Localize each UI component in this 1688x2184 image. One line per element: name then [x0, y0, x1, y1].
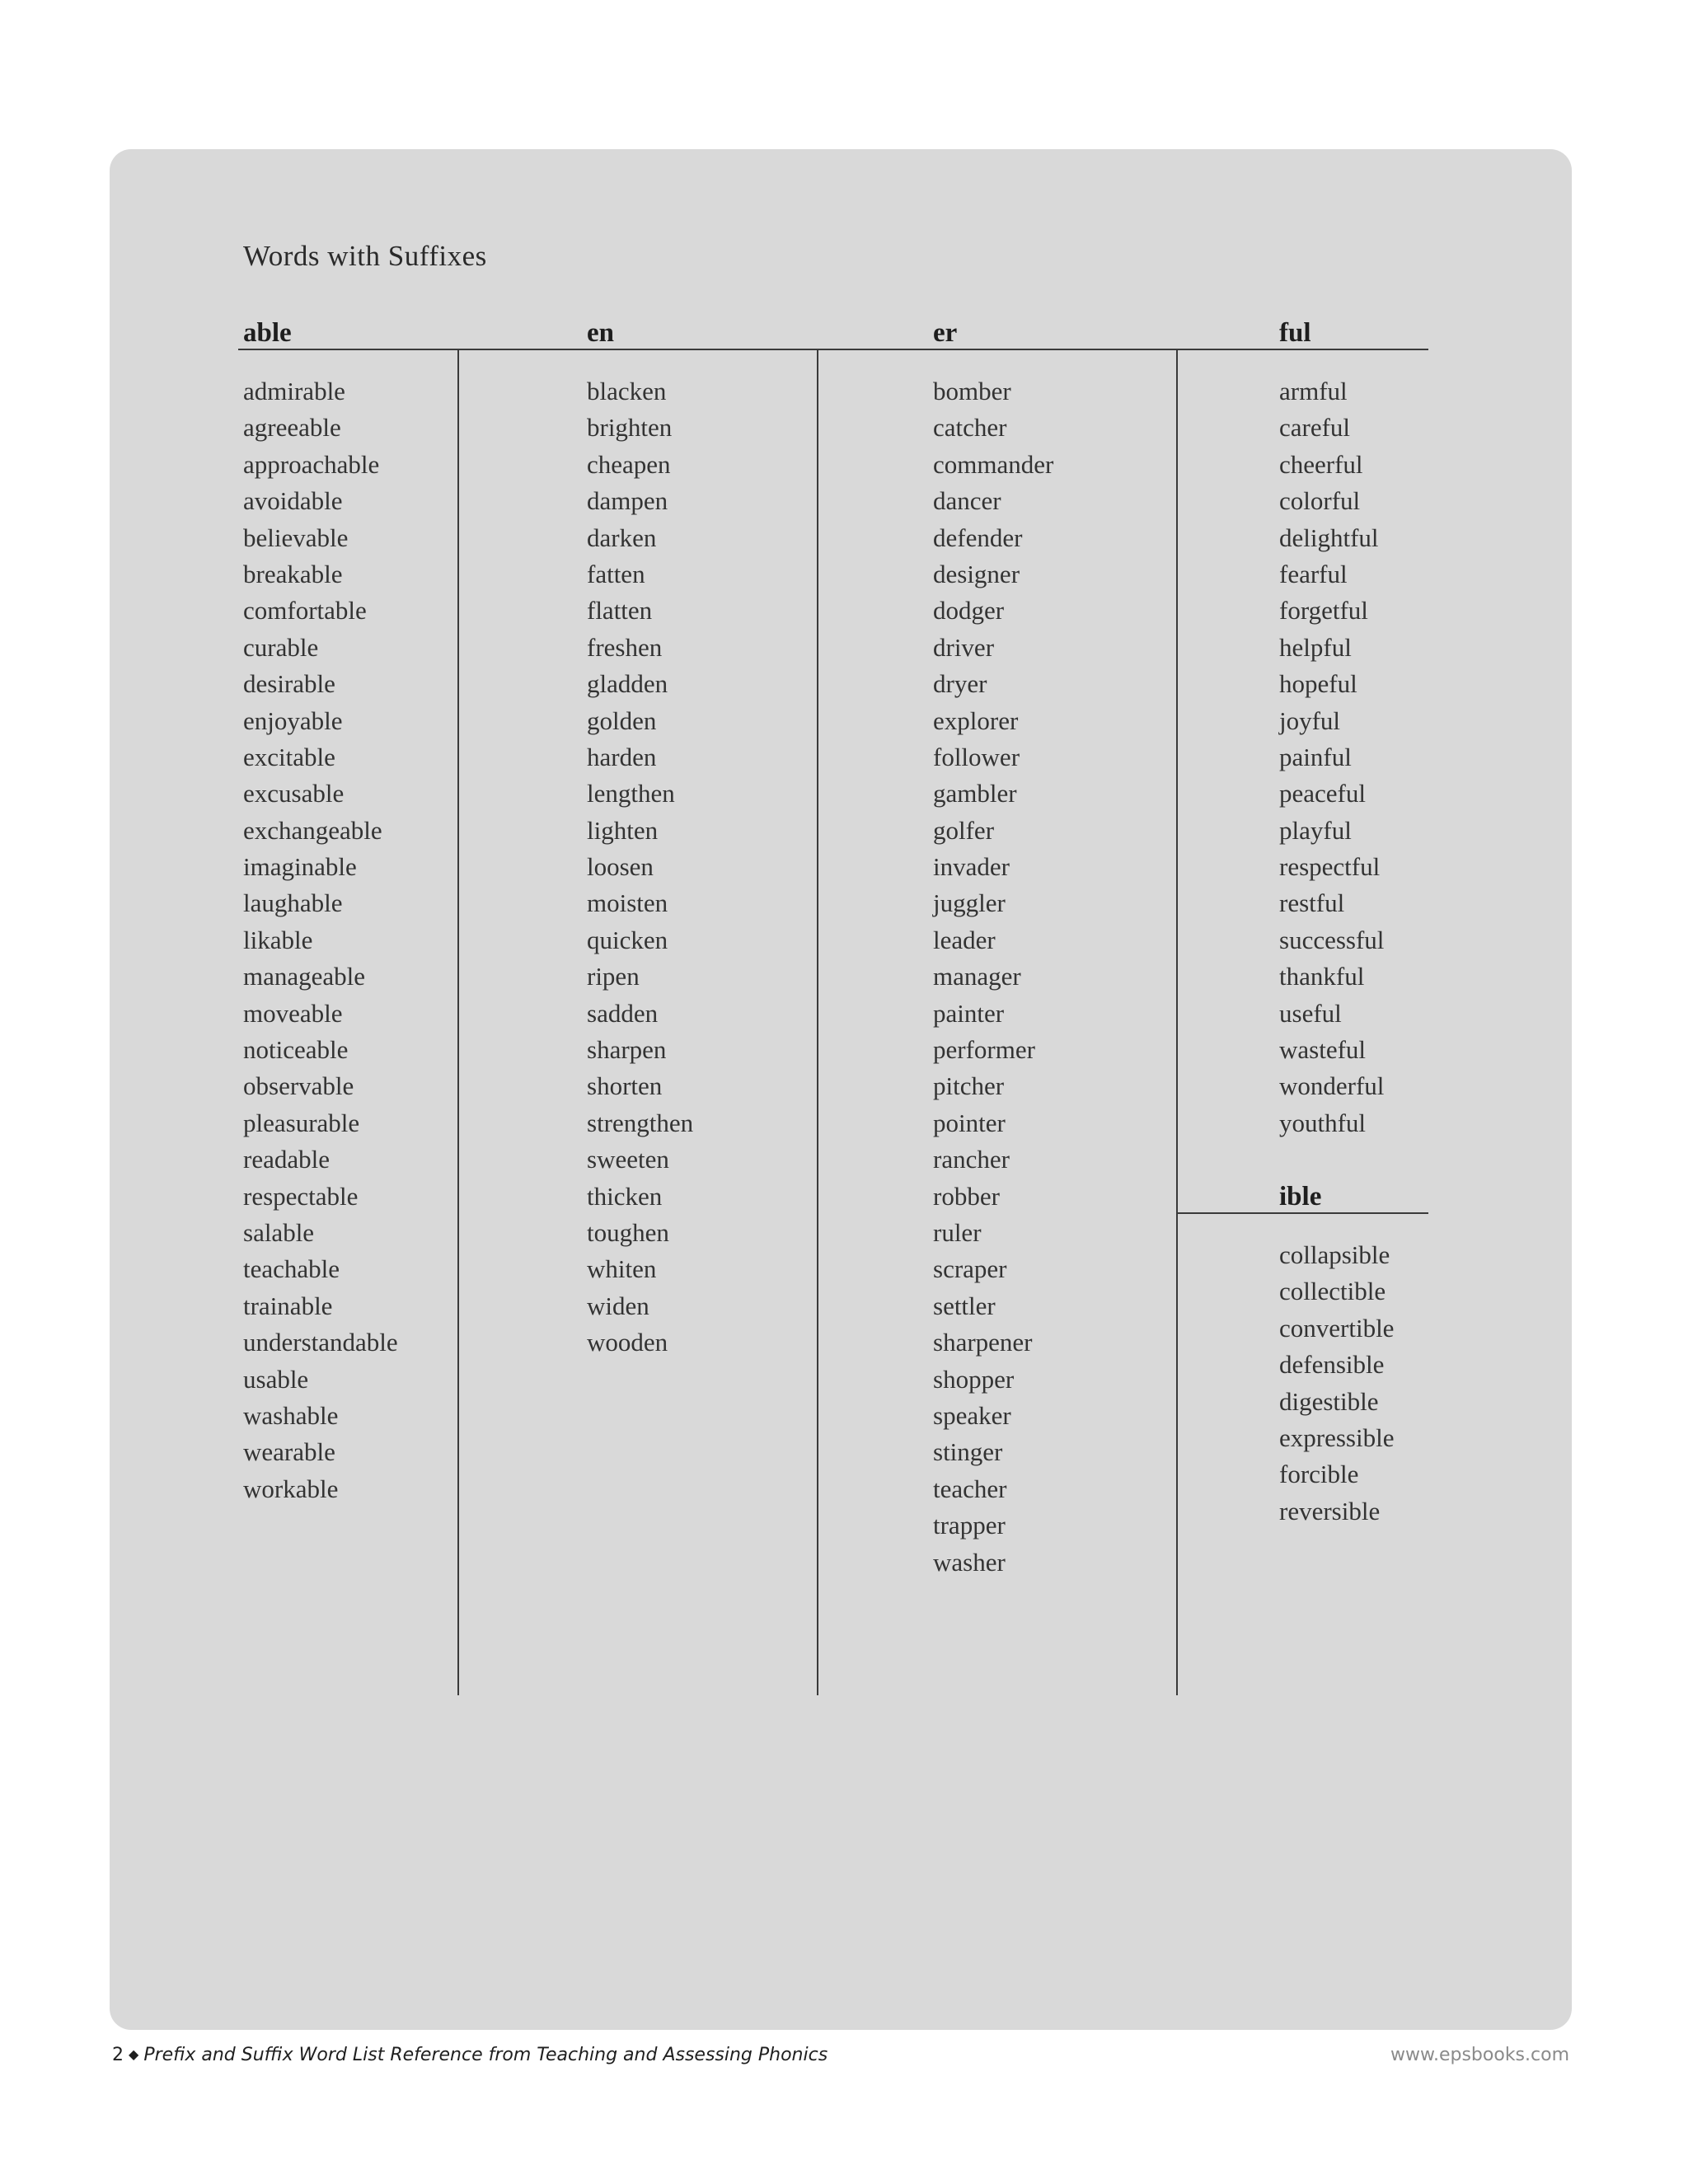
word-item: careful — [1279, 413, 1351, 443]
word-item: collapsible — [1279, 1240, 1390, 1269]
group-header-ful — [1176, 311, 1428, 350]
word-item: blacken — [587, 377, 667, 405]
word-item: forcible — [1279, 1460, 1359, 1489]
word-item: cheapen — [587, 449, 671, 479]
word-item: pitcher — [933, 1071, 1005, 1101]
group-en — [457, 311, 817, 1357]
word-item: harden — [587, 742, 657, 771]
word-list-able — [243, 373, 398, 1507]
group-er — [817, 311, 1176, 1577]
group-label-able: able — [243, 318, 292, 348]
word-item: bomber — [933, 377, 1011, 405]
group-ible — [1176, 1174, 1428, 1526]
word-item: defender — [933, 523, 1023, 552]
column-divider-2 — [817, 349, 818, 1695]
word-item: teacher — [933, 1474, 1007, 1503]
group-label-er: er — [933, 318, 958, 348]
word-item: strengthen — [587, 1108, 694, 1137]
word-item: pleasurable — [243, 1108, 360, 1137]
column-divider-1 — [457, 349, 459, 1695]
word-item: juggler — [933, 888, 1006, 918]
word-item: stinger — [933, 1437, 1003, 1467]
group-header-ible — [1176, 1174, 1428, 1214]
word-item: painful — [1279, 742, 1352, 771]
word-item: sharpener — [933, 1328, 1033, 1357]
word-item: successful — [1279, 925, 1385, 954]
word-item: pointer — [933, 1108, 1006, 1137]
word-item: helpful — [1279, 632, 1352, 662]
word-item: reversible — [1279, 1496, 1381, 1526]
word-item: enjoyable — [243, 705, 343, 735]
word-item: darken — [587, 523, 657, 552]
word-item: wearable — [243, 1437, 335, 1467]
word-item: delightful — [1279, 523, 1379, 552]
word-item: follower — [933, 742, 1020, 771]
group-header-able — [238, 311, 457, 350]
word-item: golfer — [933, 815, 995, 845]
word-list-ful — [1279, 373, 1384, 1141]
word-item: laughable — [243, 888, 343, 918]
group-ful — [1176, 311, 1428, 1137]
word-item: agreeable — [243, 413, 341, 443]
word-item: brighten — [587, 413, 673, 443]
word-item: flatten — [587, 596, 653, 626]
word-list-en — [587, 373, 693, 1361]
word-item: rancher — [933, 1145, 1010, 1174]
word-item: scraper — [933, 1254, 1007, 1284]
word-item: respectable — [243, 1181, 359, 1211]
group-header-en — [457, 311, 817, 350]
content-panel — [110, 149, 1572, 2030]
word-item: freshen — [587, 632, 663, 662]
word-item: expressible — [1279, 1422, 1395, 1452]
word-item: sadden — [587, 998, 659, 1028]
word-item: restful — [1279, 888, 1345, 918]
word-item: dryer — [933, 669, 987, 699]
word-item: ripen — [587, 962, 640, 991]
word-item: shopper — [933, 1364, 1015, 1394]
word-item: readable — [243, 1145, 330, 1174]
word-item: explorer — [933, 705, 1019, 735]
word-item: moisten — [587, 888, 668, 918]
word-item: commander — [933, 449, 1054, 479]
word-item: desirable — [243, 669, 335, 699]
word-item: salable — [243, 1217, 315, 1247]
word-item: sharpen — [587, 1035, 667, 1065]
word-item: shorten — [587, 1071, 663, 1101]
word-item: leader — [933, 925, 996, 954]
word-item: widen — [587, 1291, 649, 1320]
word-item: loosen — [587, 852, 654, 882]
word-item: performer — [933, 1035, 1035, 1065]
word-item: washer — [933, 1547, 1006, 1577]
word-item: joyful — [1279, 705, 1341, 735]
word-item: toughen — [587, 1217, 669, 1247]
word-item: excitable — [243, 742, 335, 771]
word-item: wonderful — [1279, 1071, 1385, 1101]
word-item: dodger — [933, 596, 1005, 626]
word-item: usable — [243, 1364, 309, 1394]
word-item: comfortable — [243, 596, 367, 626]
word-item: admirable — [243, 377, 345, 405]
source-text: Prefix and Suffix Word List Reference from Teaching and Assessing Phonics — [143, 2045, 828, 2065]
diamond-separator-icon: ◆ — [129, 2046, 139, 2062]
word-item: speaker — [933, 1400, 1011, 1430]
word-item: painter — [933, 998, 1005, 1028]
word-item: gambler — [933, 779, 1017, 808]
word-item: fatten — [587, 559, 645, 588]
word-item: noticeable — [243, 1035, 349, 1065]
group-label-en: en — [587, 318, 614, 348]
word-item: cheerful — [1279, 449, 1363, 479]
word-item: dampen — [587, 486, 668, 516]
word-item: settler — [933, 1291, 996, 1320]
word-item: gladden — [587, 669, 668, 699]
word-item: collectible — [1279, 1277, 1386, 1306]
word-item: ruler — [933, 1217, 982, 1247]
word-item: wasteful — [1279, 1035, 1367, 1065]
word-item: understandable — [243, 1328, 398, 1357]
word-list-er — [933, 373, 1053, 1581]
word-item: excusable — [243, 779, 345, 808]
footer-source — [112, 2045, 828, 2065]
group-able — [238, 311, 457, 1503]
column-divider-3 — [1176, 349, 1178, 1695]
word-item: exchangeable — [243, 815, 382, 845]
word-item: curable — [243, 632, 319, 662]
word-item: thicken — [587, 1181, 663, 1211]
word-item: trainable — [243, 1291, 333, 1320]
word-item: armful — [1279, 377, 1348, 405]
word-item: likable — [243, 925, 313, 954]
group-label-ible: ible — [1279, 1182, 1322, 1212]
word-item: useful — [1279, 998, 1342, 1028]
word-item: digestible — [1279, 1386, 1379, 1416]
word-item: approachable — [243, 449, 380, 479]
word-list-ible — [1279, 1237, 1394, 1530]
word-item: observable — [243, 1071, 354, 1101]
word-item: sweeten — [587, 1145, 669, 1174]
word-item: workable — [243, 1474, 339, 1503]
word-item: wooden — [587, 1328, 668, 1357]
word-item: manager — [933, 962, 1021, 991]
word-item: peaceful — [1279, 779, 1366, 808]
word-item: hopeful — [1279, 669, 1357, 699]
page-number: 2 — [112, 2045, 124, 2065]
word-item: believable — [243, 523, 349, 552]
word-item: teachable — [243, 1254, 340, 1284]
word-item: forgetful — [1279, 596, 1368, 626]
word-item: washable — [243, 1400, 339, 1430]
word-item: moveable — [243, 998, 343, 1028]
word-item: quicken — [587, 925, 668, 954]
word-item: convertible — [1279, 1313, 1395, 1343]
group-label-ful: ful — [1279, 318, 1311, 348]
group-header-er — [817, 311, 1176, 350]
word-item: trapper — [933, 1511, 1006, 1540]
word-item: fearful — [1279, 559, 1348, 588]
word-item: designer — [933, 559, 1020, 588]
word-item: defensible — [1279, 1350, 1385, 1380]
word-item: respectful — [1279, 852, 1381, 882]
word-item: whiten — [587, 1254, 657, 1284]
footer-url: www.epsbooks.com — [1390, 2045, 1569, 2065]
word-item: youthful — [1279, 1108, 1367, 1137]
word-item: catcher — [933, 413, 1007, 443]
word-item: golden — [587, 705, 657, 735]
word-item: robber — [933, 1181, 1000, 1211]
word-item: manageable — [243, 962, 366, 991]
page-title: Words with Suffixes — [243, 240, 487, 272]
word-item: lighten — [587, 815, 659, 845]
word-item: avoidable — [243, 486, 343, 516]
word-item: playful — [1279, 815, 1352, 845]
word-item: colorful — [1279, 486, 1361, 516]
word-item: breakable — [243, 559, 343, 588]
word-item: dancer — [933, 486, 1001, 516]
word-item: thankful — [1279, 962, 1365, 991]
word-item: lengthen — [587, 779, 675, 808]
word-item: invader — [933, 852, 1010, 882]
word-item: imaginable — [243, 852, 357, 882]
word-item: driver — [933, 632, 995, 662]
